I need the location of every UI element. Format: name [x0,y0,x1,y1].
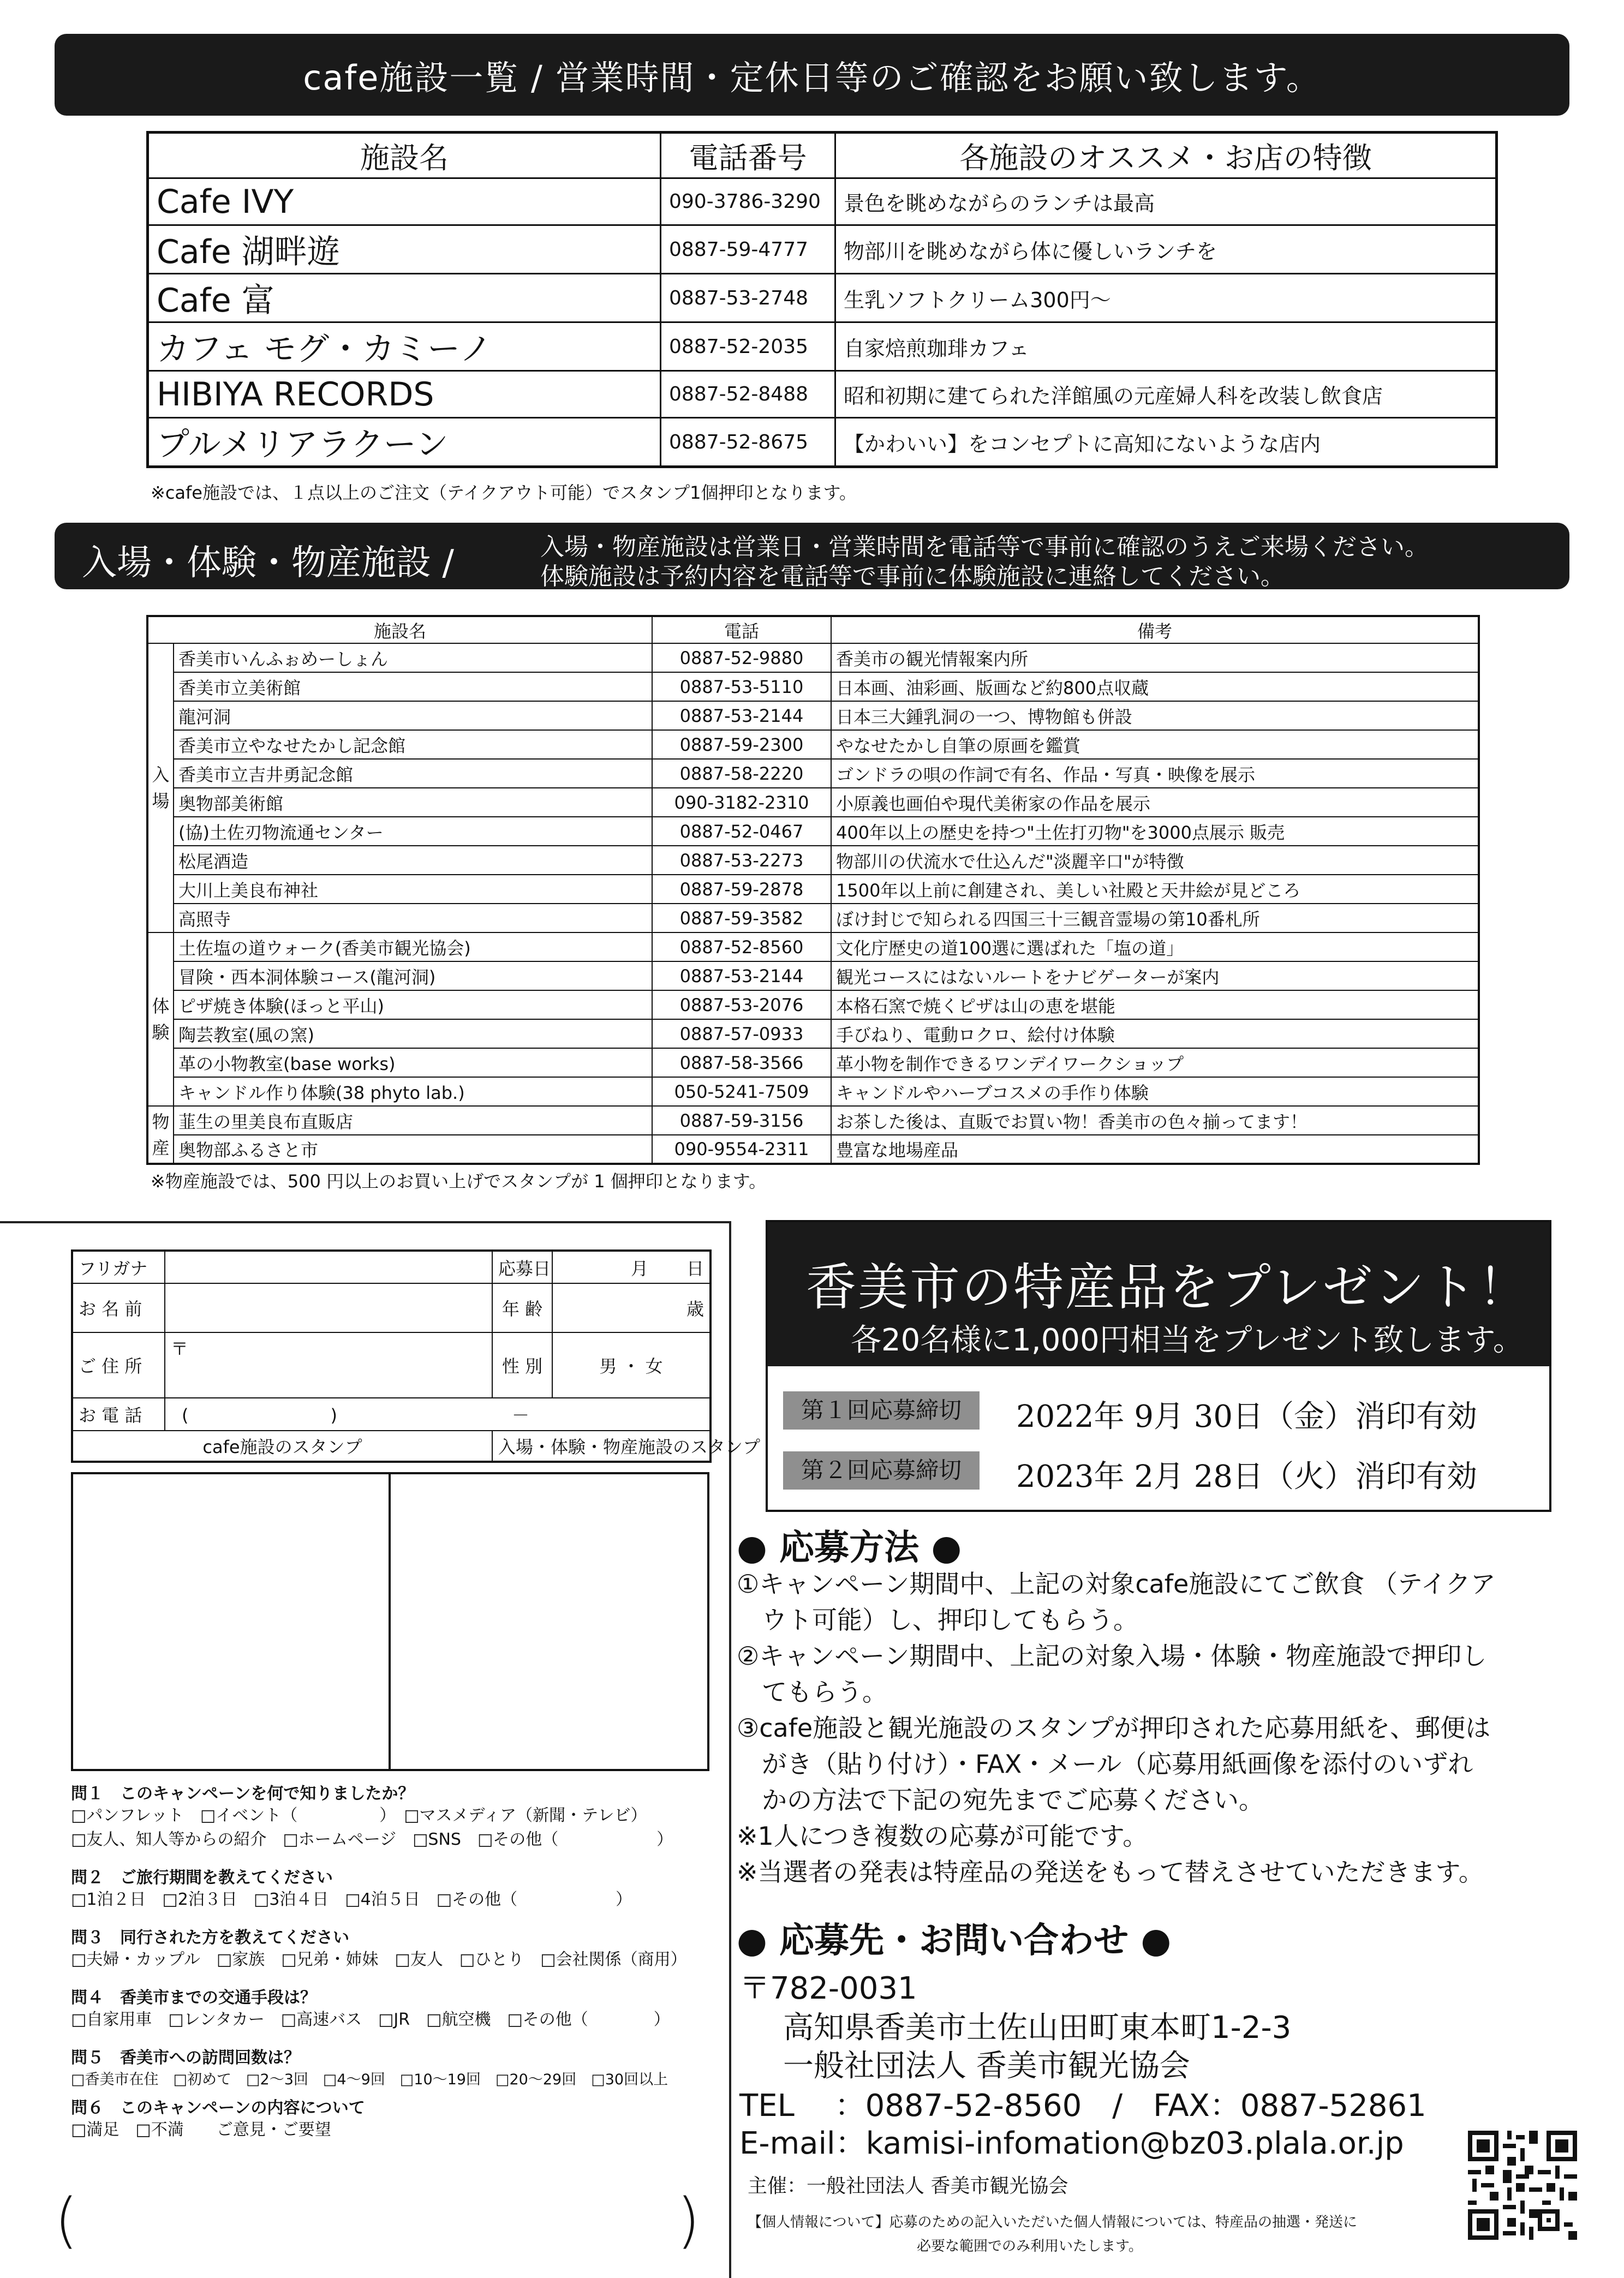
cafe-feature: 自家焙煎珈琲カフェ [835,322,1497,371]
cafe-phone: 0887-52-8488 [661,371,835,418]
facility-phone: 0887-53-2144 [652,701,831,730]
howto-line: ③cafe施設と観光施設のスタンプが押印された応募用紙を、郵便は [737,1713,1491,1743]
howto-line: ※1人につき複数の応募が可能です。 [737,1821,1148,1851]
howto-line: ウト可能）し、押印してもらう。 [737,1605,1138,1635]
facility-phone: 0887-57-0933 [652,1019,831,1048]
address-field[interactable] [165,1332,492,1398]
cafe-header-name: 施設名 [148,133,661,178]
facility-phone: 0887-59-3156 [652,1106,831,1135]
facility-name: 陶芸教室(風の窯) [174,1019,652,1048]
survey-section [71,1780,726,2142]
month-unit: 月 [630,1258,648,1279]
facility-note: 豊富な地場産品 [831,1135,1479,1164]
question-title: 問５ 香美市への訪問回数は？ [71,2048,300,2067]
privacy-notice-line2: 必要な範囲でのみ利用いたします。 [917,2238,1143,2255]
question-title: 問２ ご旅行期間を教えてください [71,1868,333,1887]
facility-header-name: 施設名 [147,616,652,643]
question-title: 問４ 香美市までの交通手段は？ [71,1988,317,2007]
facility-name: 奥物部ふるさと市 [174,1135,652,1164]
age-label: 年 齢 [492,1283,552,1332]
table-row [147,875,1479,904]
table-row [147,846,1479,875]
cafe-phone: 090-3786-3290 [661,178,835,225]
contact-postal: 〒782-0031 [739,1971,917,2006]
cafe-feature: 【かわいい】をコンセプトに高知にないような店内 [835,418,1497,467]
age-field[interactable] [552,1283,710,1332]
comment-bracket-right: ) [677,2185,700,2255]
present-box [766,1220,1551,1512]
day-unit: 日 [686,1258,704,1279]
facility-banner-line2: 体験施設は予約内容を電話等で事前に体験施設に連絡してください。 [540,563,1285,590]
facility-note: 1500年以上前に創建され、美しい社殿と天井絵が見どころ [831,875,1479,904]
facility-note: 日本画、油彩画、版画など約800点収蔵 [831,672,1479,701]
howto-line: がき（貼り付け）・FAX・メール（応募用紙画像を添付のいずれ [737,1749,1473,1779]
contact-title: ● 応募先・お問い合わせ ● [737,1921,1172,1961]
contact-email[interactable]: E-mail：kamisi-infomation@bz03.plala.or.jp [739,2126,1404,2161]
table-row [147,730,1479,759]
table-row [148,178,1497,225]
survey-question-2 [71,1864,726,1912]
furigana-label: フリガナ [72,1251,165,1283]
gender-field[interactable] [552,1332,710,1398]
table-row [147,1048,1479,1077]
facility-phone: 0887-52-9880 [652,643,831,672]
facility-phone: 0887-53-2144 [652,961,831,990]
date-field[interactable] [552,1251,710,1283]
facility-stamp-label: 入場・体験・物産施設のスタンプ [492,1431,710,1462]
facility-phone: 0887-59-2300 [652,730,831,759]
question-options[interactable]: □パンフレット □イベント（ ） □マスメディア（新聞・テレビ） [71,1806,647,1825]
category-label: 入場 [147,643,174,932]
facility-name: 香美市立吉井勇記念館 [174,759,652,788]
facility-phone: 0887-52-0467 [652,817,831,846]
table-row [147,643,1479,672]
table-row [148,371,1497,418]
cafe-phone: 0887-59-4777 [661,225,835,274]
facility-phone: 0887-58-2220 [652,759,831,788]
table-row [147,1077,1479,1106]
howto-title: ● 応募方法 ● [737,1528,962,1568]
facility-phone: 0887-53-2273 [652,846,831,875]
present-title: 香美市の特産品をプレゼント！ [806,1258,1530,1317]
cafe-feature: 昭和初期に建てられた洋館風の元産婦人科を改装し飲食店 [835,371,1497,418]
facility-note: お茶した後は、直販でお買い物！香美市の色々揃ってます！ [831,1106,1479,1135]
facility-phone: 090-3182-2310 [652,788,831,817]
table-row [147,759,1479,788]
howto-line: ②キャンペーン期間中、上記の対象入場・体験・物産施設で押印し [737,1641,1487,1671]
facility-name: 韮生の里美良布直販店 [174,1106,652,1135]
facility-note: 小原義也画伯や現代美術家の作品を展示 [831,788,1479,817]
cafe-feature: 生乳ソフトクリーム300円～ [835,274,1497,322]
name-field[interactable] [165,1283,492,1332]
privacy-notice-line1: 【個人情報について】応募のための記入いただいた個人情報については、特産品の抽選・発送に [748,2214,1357,2231]
facility-phone: 0887-59-3582 [652,904,831,932]
question-options[interactable]: □夫婦・カップル □家族 □兄弟・姉妹 □友人 □ひとり □会社関係（商用） [71,1950,687,1969]
age-unit: 歳 [686,1299,704,1319]
question-options[interactable]: □自家用車 □レンタカー □高速バス □JR □航空機 □その他（ ） [71,2010,670,2029]
survey-question-6 [71,2094,726,2142]
cut-line-vertical [729,1221,731,2278]
cafe-table-body [148,178,1497,467]
facility-name: 香美市立やなせたかし記念館 [174,730,652,759]
facility-note: 文化庁歴史の道100選に選ばれた「塩の道」 [831,932,1479,961]
cafe-banner-text: cafe施設一覧 / 営業時間・定休日等のご確認をお願い致します。 [303,57,1321,98]
contact-org: 一般社団法人 香美市観光協会 [783,2048,1190,2084]
question-title: 問６ このキャンペーンの内容について [71,2098,365,2118]
question-options[interactable]: □香美市在住 □初めて □2～3回 □4～9回 □10～19回 □20～29回 □30回以上 [71,2071,668,2088]
table-row [147,1135,1479,1164]
facility-name: 土佐塩の道ウォーク(香美市観光協会) [174,932,652,961]
facility-header-phone: 電話 [652,616,831,643]
phone-field[interactable] [165,1398,710,1431]
furigana-field[interactable] [165,1251,492,1283]
question-options[interactable]: □友人、知人等からの紹介 □ホームページ □SNS □その他（ ） [71,1830,673,1849]
phone-paren-close: ) [330,1405,337,1426]
facility-note: 400年以上の歴史を持つ"土佐打刃物"を3000点展示 販売 [831,817,1479,846]
contact-tel: TEL ：0887-52-8560 / FAX：0887-52861 [739,2088,1426,2124]
phone-paren-open: ( [182,1405,189,1426]
gender-label: 性 別 [492,1332,552,1398]
facility-note: キャンドルやハーブコスメの手作り体験 [831,1077,1479,1106]
facility-note: 物部川の伏流水で仕込んだ"淡麗辛口"が特徴 [831,846,1479,875]
present-header [768,1222,1549,1366]
postal-mark: 〒 [171,1338,189,1359]
question-title: 問３ 同行された方を教えてください [71,1928,349,1947]
facility-banner-title: 入場・体験・物産施設 / [82,543,454,583]
table-row [147,904,1479,932]
facility-note: ゴンドラの唄の作詞で有名、作品・写真・映像を展示 [831,759,1479,788]
comment-field[interactable] [82,2193,671,2253]
facility-table-body [147,643,1479,1164]
facility-name: キャンドル作り体験(38 phyto lab.) [174,1077,652,1106]
survey-question-1 [71,1780,726,1852]
facility-name: 革の小物教室(base works) [174,1048,652,1077]
howto-line: てもらう。 [737,1677,887,1707]
facility-note: ぼけ封じで知られる四国三十三観音霊場の第10番札所 [831,904,1479,932]
cafe-note: ※cafe施設では、１点以上のご注文（テイクアウト可能）でスタンプ1個押印となります。 [151,482,857,503]
address-label: ご 住 所 [72,1332,165,1398]
table-row [148,418,1497,467]
facility-stamp-box [389,1472,709,1771]
cafe-name: Cafe 富 [148,274,661,322]
facility-name: 奥物部美術館 [174,788,652,817]
table-row [147,961,1479,990]
howto-line: かの方法で下記の宛先までご応募ください。 [737,1785,1264,1815]
deadline-1-label: 第１回応募締切 [783,1391,980,1430]
phone-dash: － [511,1405,529,1426]
cafe-phone: 0887-52-2035 [661,322,835,371]
facility-name: 冒険・西本洞体験コース(龍河洞) [174,961,652,990]
question-title: 問１ このキャンペーンを何で知りましたか？ [71,1784,415,1803]
cafe-banner [55,34,1569,116]
facility-name: 高照寺 [174,904,652,932]
entry-form [71,1249,761,1463]
facility-note: 本格石窯で焼くピザは山の恵を堪能 [831,990,1479,1019]
facility-note-text: ※物産施設では、500 円以上のお買い上げでスタンプが 1 個押印となります。 [151,1171,767,1192]
survey-question-5 [71,2044,726,2092]
facility-phone: 0887-59-2878 [652,875,831,904]
cafe-phone: 0887-52-8675 [661,418,835,467]
facility-name: 龍河洞 [174,701,652,730]
table-row [148,274,1497,322]
table-row [147,932,1479,961]
deadline-2-label: 第２回応募締切 [783,1451,980,1490]
cafe-table [146,131,1498,468]
facility-phone: 0887-53-5110 [652,672,831,701]
facility-phone: 0887-58-3566 [652,1048,831,1077]
deadline-2-date: 2023年 2月 28日（火）消印有効 [1016,1459,1478,1494]
facility-note: 手びねり、電動ロクロ、絵付け体験 [831,1019,1479,1048]
facility-phone: 050-5241-7509 [652,1077,831,1106]
facility-note: 香美市の観光情報案内所 [831,643,1479,672]
table-row [148,225,1497,274]
howto-line: ※当選者の発表は特産品の発送をもって替えさせていただきます。 [737,1857,1484,1887]
cafe-feature: 景色を眺めながらのランチは最高 [835,178,1497,225]
cafe-name: HIBIYA RECORDS [148,371,661,418]
table-row [147,701,1479,730]
table-row [148,322,1497,371]
facility-name: 松尾酒造 [174,846,652,875]
cut-line-horizontal [0,1221,731,1223]
cafe-name: プルメリアラクーン [148,418,661,467]
facility-note: 革小物を制作できるワンデイワークショップ [831,1048,1479,1077]
table-row [147,990,1479,1019]
facility-name: 大川上美良布神社 [174,875,652,904]
facility-table [146,615,1480,1165]
present-subtitle: 各20名様に1,000円相当をプレゼント致します。 [851,1323,1524,1358]
facility-name: (協)土佐刃物流通センター [174,817,652,846]
comment-bracket-left: ( [55,2185,78,2255]
contact-address: 高知県香美市土佐山田町東本町1-2-3 [783,2010,1292,2046]
table-row [147,672,1479,701]
howto-line: ①キャンペーン期間中、上記の対象cafe施設にてご飲食 （テイクア [737,1569,1496,1599]
question-options[interactable]: □1泊２日 □2泊３日 □3泊４日 □4泊５日 □その他（ ） [71,1890,632,1909]
facility-phone: 0887-53-2076 [652,990,831,1019]
cafe-name: Cafe 湖畔遊 [148,225,661,274]
facility-banner-line1: 入場・物産施設は営業日・営業時間を電話等で事前に確認のうえご来場ください。 [540,533,1429,561]
table-row [147,1019,1479,1048]
survey-question-4 [71,1984,726,2032]
category-label: 体験 [147,932,174,1106]
facility-name: ピザ焼き体験(ほっと平山) [174,990,652,1019]
cafe-phone: 0887-53-2748 [661,274,835,322]
name-label: お 名 前 [72,1283,165,1332]
table-row [147,817,1479,846]
cafe-name: Cafe IVY [148,178,661,225]
facility-name: 香美市いんふぉめーしょん [174,643,652,672]
qr-code-icon [1468,2131,1577,2240]
facility-note: 日本三大鍾乳洞の一つ、博物館も併設 [831,701,1479,730]
table-row [147,788,1479,817]
question-options[interactable]: □満足 □不満 ご意見・ご要望 [71,2120,331,2139]
facility-header-note: 備考 [831,616,1479,643]
cafe-stamp-box [71,1472,391,1771]
organizer: 主催：一般社団法人 香美市観光協会 [748,2175,1068,2197]
facility-phone: 090-9554-2311 [652,1135,831,1164]
survey-question-3 [71,1924,726,1972]
cafe-stamp-label: cafe施設のスタンプ [72,1431,492,1462]
phone-label: お 電 話 [72,1398,165,1431]
cafe-header-feature: 各施設のオススメ・お店の特徴 [835,133,1497,178]
date-label: 応募日 [492,1251,552,1283]
facility-name: 香美市立美術館 [174,672,652,701]
category-label: 物産 [147,1106,174,1164]
howto-steps [737,1566,1496,1890]
facility-note: 観光コースにはないルートをナビゲーターが案内 [831,961,1479,990]
cafe-name: カフェ モグ・カミーノ [148,322,661,371]
table-row [147,1106,1479,1135]
cafe-feature: 物部川を眺めながら体に優しいランチを [835,225,1497,274]
gender-options: 男 ・ 女 [599,1356,663,1377]
facility-phone: 0887-52-8560 [652,932,831,961]
facility-note: やなせたかし自筆の原画を鑑賞 [831,730,1479,759]
cafe-header-phone: 電話番号 [661,133,835,178]
facility-banner [55,523,1569,589]
deadline-1-date: 2022年 9月 30日（金）消印有効 [1016,1399,1478,1434]
